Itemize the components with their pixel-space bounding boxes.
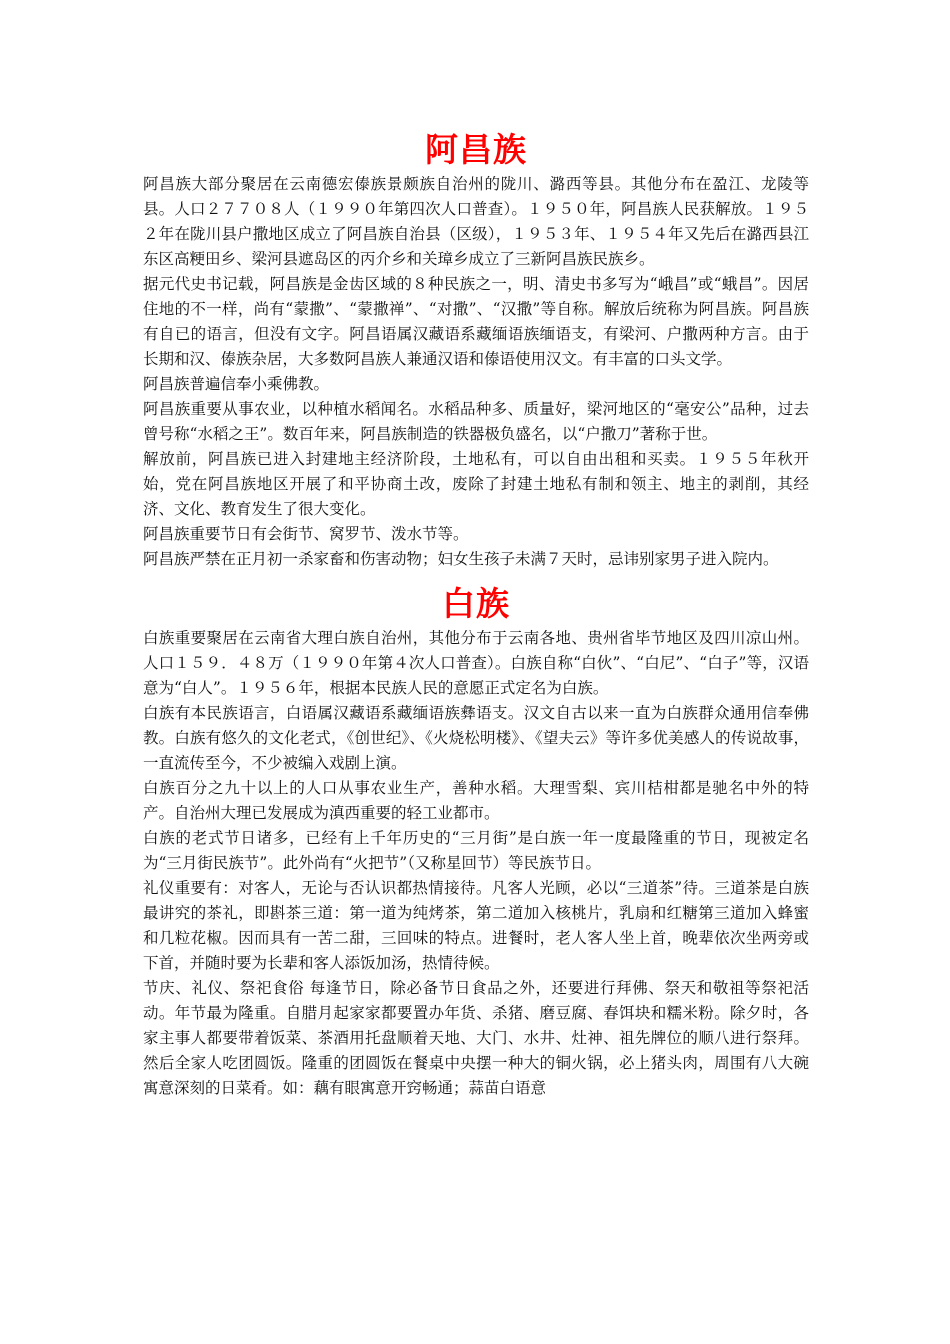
paragraph: 白族百分之九十以上的人口从事农业生产，善种水稻。大理雪梨、宾川桔柑都是驰名中外的特产。自治州大理已发展成为滇西重要的轻工业都市。 [143, 779, 809, 822]
paragraph: 阿昌族大部分聚居在云南德宏傣族景颇族自治州的陇川、潞西等县。其他分布在盈江、龙陵等县。人口２７７０８人（１９９０年第四次人口普查）。１９５０年，阿昌族人民获解放。１９５２年在陇川县户撒地区成立了阿昌族自治县（区级），１９５３年、１９５４年又先后在潞西县江东区高粳田乡、梁河县遮岛区的丙介乡和关璋乡成立了三新阿昌族民族乡。 [143, 175, 809, 268]
paragraph: 礼仪重要有：对客人，无论与否认识都热情接待。凡客人光顾，必以“三道茶”待。三道茶是白族最讲究的茶礼，即斟茶三道：第一道为纯烤茶，第二道加入核桃片，乳扇和红糖第三道加入蜂蜜和几粒花椒。因而具有一苦二甜，三回味的特点。进餐时，老人客人坐上首，晚辈依次坐两旁或下首，并随时要为长辈和客人添饭加汤，热情待候。 [143, 879, 809, 972]
paragraph: 阿昌族重要节日有会街节、窝罗节、泼水节等。 [143, 525, 469, 543]
document-page [143, 128, 809, 1101]
paragraph: 阿昌族普遍信奉小乘佛教。 [143, 375, 330, 393]
paragraph: 白族重要聚居在云南省大理白族自治州，其他分布于云南各地、贵州省毕节地区及四川凉山州。人口１５９．４８万（１９９０年第４次人口普查）。白族自称“白伙”、“白尼”、“白子”等，汉语意为“白人”。１９５６年，根据本民族人民的意愿正式定名为白族。 [143, 629, 809, 697]
section-bai [143, 582, 809, 1101]
paragraph: 节庆、礼仪、祭祀食俗 每逢节日，除必备节日食品之外，还要进行拜佛、祭天和敬祖等祭祀活动。年节最为隆重。自腊月起家家都要置办年货、杀猪、磨豆腐、春饵块和糯米粉。除夕时，各家主事人都要带着饭菜、茶酒用托盘顺着天地、大门、水井、灶神、祖先牌位的顺八进行祭拜。然后全家人吃团圆饭。隆重的团圆饭在餐桌中央摆一种大的铜火锅，必上猪头肉，周围有八大碗寓意深刻的日菜肴。如：藕有眼寓意开窍畅通；蒜苗白语意 [143, 979, 809, 1097]
paragraph: 白族有本民族语言，白语属汉藏语系藏缅语族彝语支。汉文自古以来一直为白族群众通用信奉佛教。白族有悠久的文化老式，《创世纪》、《火烧松明楼》、《望夫云》等许多优美感人的传说故事，一直流传至今，不少被编入戏剧上演。 [143, 704, 809, 772]
paragraph: 阿昌族重要从事农业，以种植水稻闻名。水稻品种多、质量好，梁河地区的“毫安公”品种，过去曾号称“水稻之王”。数百年来，阿昌族制造的铁器极负盛名，以“户撒刀”著称于世。 [143, 400, 809, 443]
section-achang [143, 128, 809, 572]
section-title: 阿昌族 [425, 130, 527, 169]
paragraph: 阿昌族严禁在正月初一杀家畜和伤害动物；妇女生孩子未满７天时，忌讳别家男子进入院内。 [143, 550, 779, 568]
paragraph: 据元代史书记载，阿昌族是金齿区域的８种民族之一，明、清史书多写为“峨昌”或“蛾昌”。因居住地的不一样，尚有“蒙撒”、“蒙撒禅”、“对撒”、“汉撒”等自称。解放后统称为阿昌族。阿昌族有自已的语言，但没有文字。阿昌语属汉藏语系藏缅语族缅语支，有梁河、户撒两种方言。由于长期和汉、傣族杂居，大多数阿昌族人兼通汉语和傣语使用汉文。有丰富的口头文学。 [143, 275, 809, 368]
paragraph: 白族的老式节日诸多，已经有上千年历史的“三月街”是白族一年一度最隆重的节日，现被定名为“三月街民族节”。此外尚有“火把节”（又称星回节）等民族节日。 [143, 829, 809, 872]
paragraph: 解放前，阿昌族已进入封建地主经济阶段，土地私有，可以自由出租和买卖。１９５５年秋开始，党在阿昌族地区开展了和平协商土改，废除了封建土地私有制和领主、地主的剥削，其经济、文化、教育发生了很大变化。 [143, 450, 809, 518]
section-title: 白族 [442, 584, 510, 623]
